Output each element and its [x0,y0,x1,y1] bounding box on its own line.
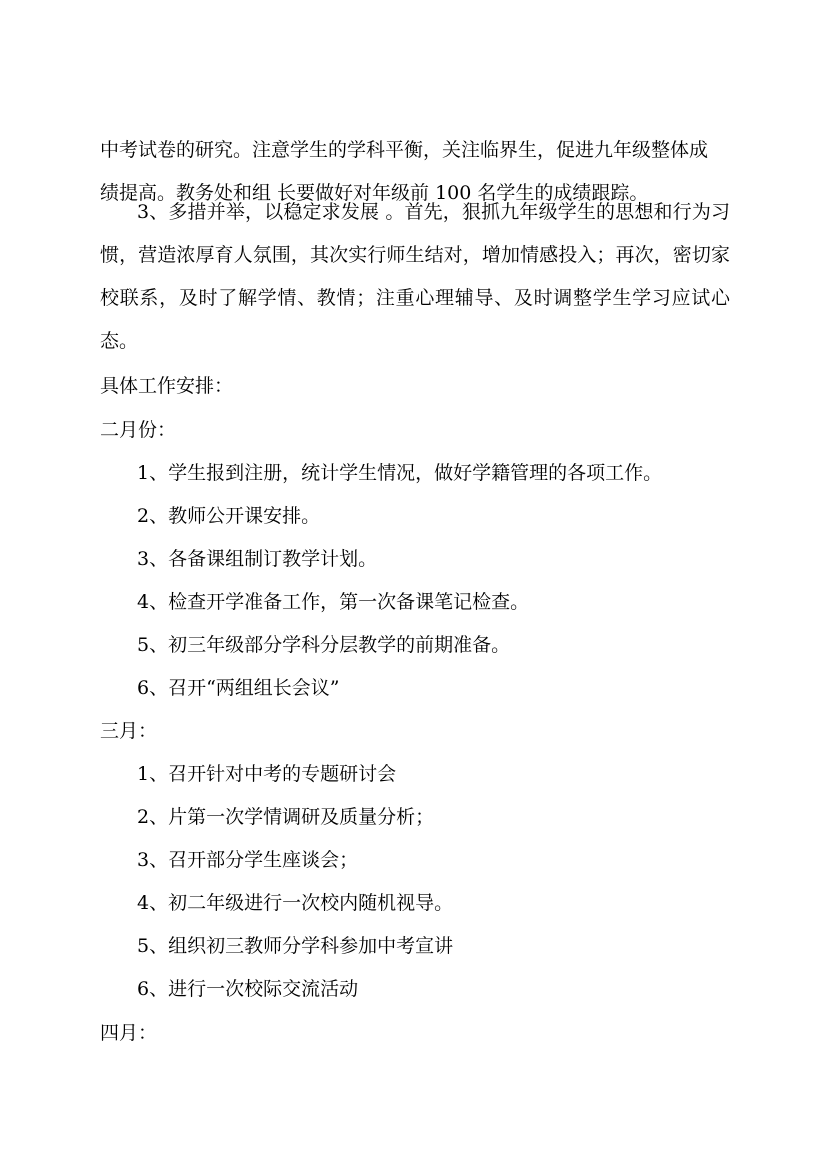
list-item: 1、学生报到注册，统计学生情况，做好学籍管理的各项工作。 [137,462,663,484]
list-item: 2、片第一次学情调研及质量分析； [137,806,435,828]
list-item: 2、教师公开课安排。 [137,505,321,527]
paragraph-line: 中考试卷的研究。注意学生的学科平衡，关注临界生，促进九年级整体成 [100,139,709,161]
month-heading-march: 三月： [100,720,158,742]
list-item: 6、进行一次校际交流活动 [137,978,359,1000]
list-item: 1、召开针对中考的专题研讨会 [137,763,397,785]
month-heading-february: 二月份： [100,419,177,441]
list-item: 4、初二年级进行一次校内随机视导。 [137,892,454,914]
list-item: 4、检查开学准备工作，第一次备课笔记检查。 [137,591,530,613]
section-heading: 具体工作安排： [100,375,234,397]
month-heading-april: 四月： [100,1022,158,1044]
paragraph-measures: 3、多措并举，以稳定求发展 。首先，狠抓九年级学生的思想和行为习惯，营造浓厚育人氛围，其次实行师生结对，增加情感投入；再次，密切家校联系，及时了解学情、教情；注重心理辅导、及时调整学生学习应试心态。 [100,201,730,352]
paragraph-line: 绩提高。教务处和组 长要做好对年级前 100 名学生的成绩跟踪。 [100,182,649,204]
list-item: 3、各备课组制订教学计划。 [137,548,378,570]
list-item: 6、召开“两组组长会议” [137,677,340,699]
list-item: 5、组织初三教师分学科参加中考宣讲 [137,935,454,957]
list-item: 5、初三年级部分学科分层教学的前期准备。 [137,634,511,656]
list-item: 3、召开部分学生座谈会； [137,849,359,871]
